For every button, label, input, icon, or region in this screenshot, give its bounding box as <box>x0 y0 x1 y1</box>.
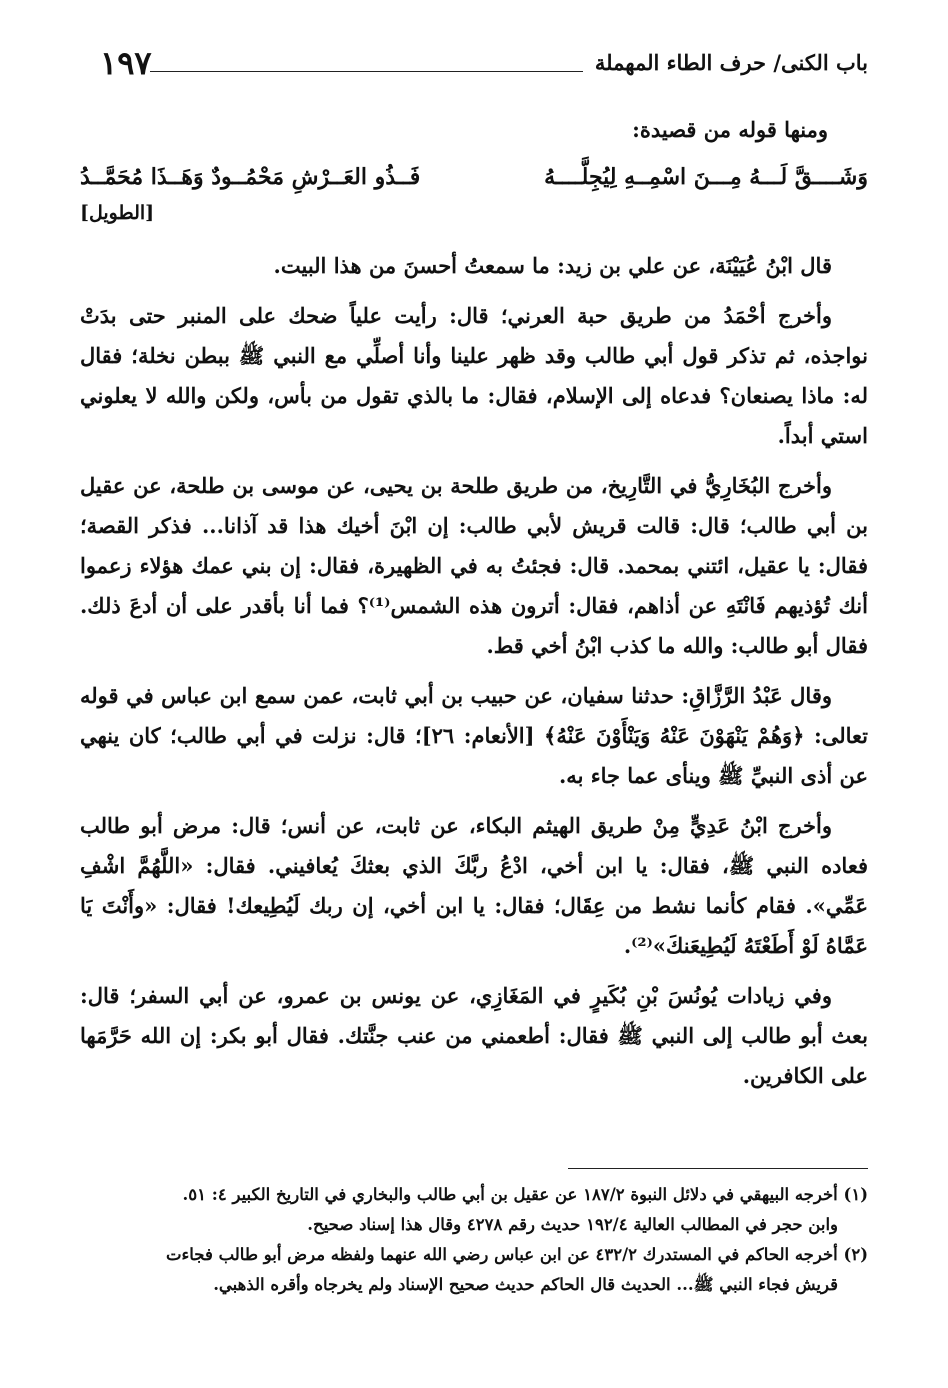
footnote-1-line-1: (١) أخرجه البيهقي في دلائل النبوة ١٨٧/٢ عن عقيل بن أبي طالب والبخاري في التاريخ الكبير ٤: ٥١. <box>182 1185 868 1204</box>
intro-line: ومنها قوله من قصيدة: <box>632 117 828 142</box>
verse-first-hemistich: وَشَــــقَّ لَـــهُ مِـــنَ اسْمِــهِ لِيُجِلَّــــهُ <box>544 164 868 190</box>
poem-verse <box>80 156 868 198</box>
footnote-2-line-1: (٢) أخرجه الحاكم في المستدرك ٤٣٢/٢ عن ابن عباس رضي الله عنهما ولفظه مرض أبو طالب فجاءت <box>165 1245 868 1264</box>
header-rule <box>150 71 583 72</box>
footnotes <box>80 1180 868 1300</box>
footnote-rule <box>568 1168 868 1169</box>
page-header <box>100 44 868 84</box>
footnote-1-line-2: وابن حجر في المطالب العالية ١٩٢/٤ حديث رقم ٤٢٧٨ وقال هذا إسناد صحيح. <box>307 1215 838 1234</box>
paragraph: وأخرج أحْمَدُ من طريق حبة العرني؛ قال: رأيت علياً ضحك على المنبر حتى بدَتْ نواجذه، ثم تذكر قول أبي طالب وقد ظهر علينا وأنا أصلِّي مع النبي ﷺ ببطن نخلة؛ فقال له: ماذا يصنعان؟ فدعاه إلى الإسلام، فقال: ما بالذي تقول من بأس، ولكن والله لا يعلوني استي أبداً. <box>80 303 868 448</box>
page-number: ١٩٧ <box>100 44 152 82</box>
poem-meter: [الطويل] <box>80 202 155 224</box>
main-text <box>80 110 868 1106</box>
paragraph: وأخرج ابْنُ عَدِيٍّ مِنْ طريق الهيثم البكاء، عن ثابت، عن أنس؛ قال: مرض أبو طالب فعاده النبي ﷺ، فقال: يا ابن أخي، ادْعُ ربَّكَ الذي بعثكَ يُعافيني. فقال: «اللَّهُمَّ اشْفِ عَمِّي». فقام كأنما نشط من عِقَال؛ فقال: يا ابن أخي، إن ربك لَيُطِيعك! فقال: «وأَنْتَ يَا عَمَّاهُ لَوْ أَطَعْتَهُ لَيُطِيعَنكَ»⁽²⁾. <box>80 813 868 958</box>
paragraph: وفي زيادات يُونُسَ بْنِ بُكَيرٍ في المَغَازِي، عن يونس بن عمرو، عن أبي السفر؛ قال: بعث أبو طالب إلى النبي ﷺ فقال: أطعمني من عنب جنَّتك. فقال أبو بكر: إن الله حَرَّمَها على الكافرين. <box>80 983 868 1088</box>
paragraph: وأخرج البُخَارِيُّ في التَّارِيخ، من طريق طلحة بن يحيى، عن موسى بن طلحة، عن عقيل بن أبي طالب؛ قال: قالت قريش لأبي طالب: إن ابْنَ أخيك هذا قد آذانا... فذكر القصة؛ فقال: يا عقيل، ائتني بمحمد. قال: فجئتُ به في الظهيرة، فقال: إن بني عمك هؤلاء زعموا أنك تُؤذيهم فَانْتَهِ عن أذاهم، فقال: أترون هذه الشمس⁽¹⁾؟ فما أنا بأقدر على أن أدعَ ذلك. فقال أبو طالب: والله ما كذب ابْنُ أخي قط. <box>80 473 868 658</box>
running-head: باب الكنى/ حرف الطاء المهملة <box>594 50 868 75</box>
verse-second-hemistich: فَــذُو العَــرْشِ مَحْمُــودٌ وَهَــذَا مُحَمَّــدُ <box>80 164 421 190</box>
paragraph: وقال عَبْدُ الرَّزَّاقِ: حدثنا سفيان، عن حبيب بن أبي ثابت، عمن سمع ابن عباس في قوله تعالى: ﴿وَهُمْ يَنْهَوْنَ عَنْهُ وَيَنْأَوْنَ عَنْهُ﴾ [الأنعام: ٢٦]؛ قال: نزلت في أبي طالب؛ كان ينهي عن أذى النبيِّ ﷺ وينأى عما جاء به. <box>80 683 868 788</box>
footnote-2-line-2: قريش فجاء النبي ﷺ... الحديث قال الحاكم حديث صحيح الإسناد ولم يخرجاه وأقره الذهبي. <box>213 1275 838 1294</box>
paragraph: قال ابْنُ عُيَيْنَة، عن علي بن زيد: ما سمعتُ أحسنَ من هذا البيت. <box>273 253 832 278</box>
